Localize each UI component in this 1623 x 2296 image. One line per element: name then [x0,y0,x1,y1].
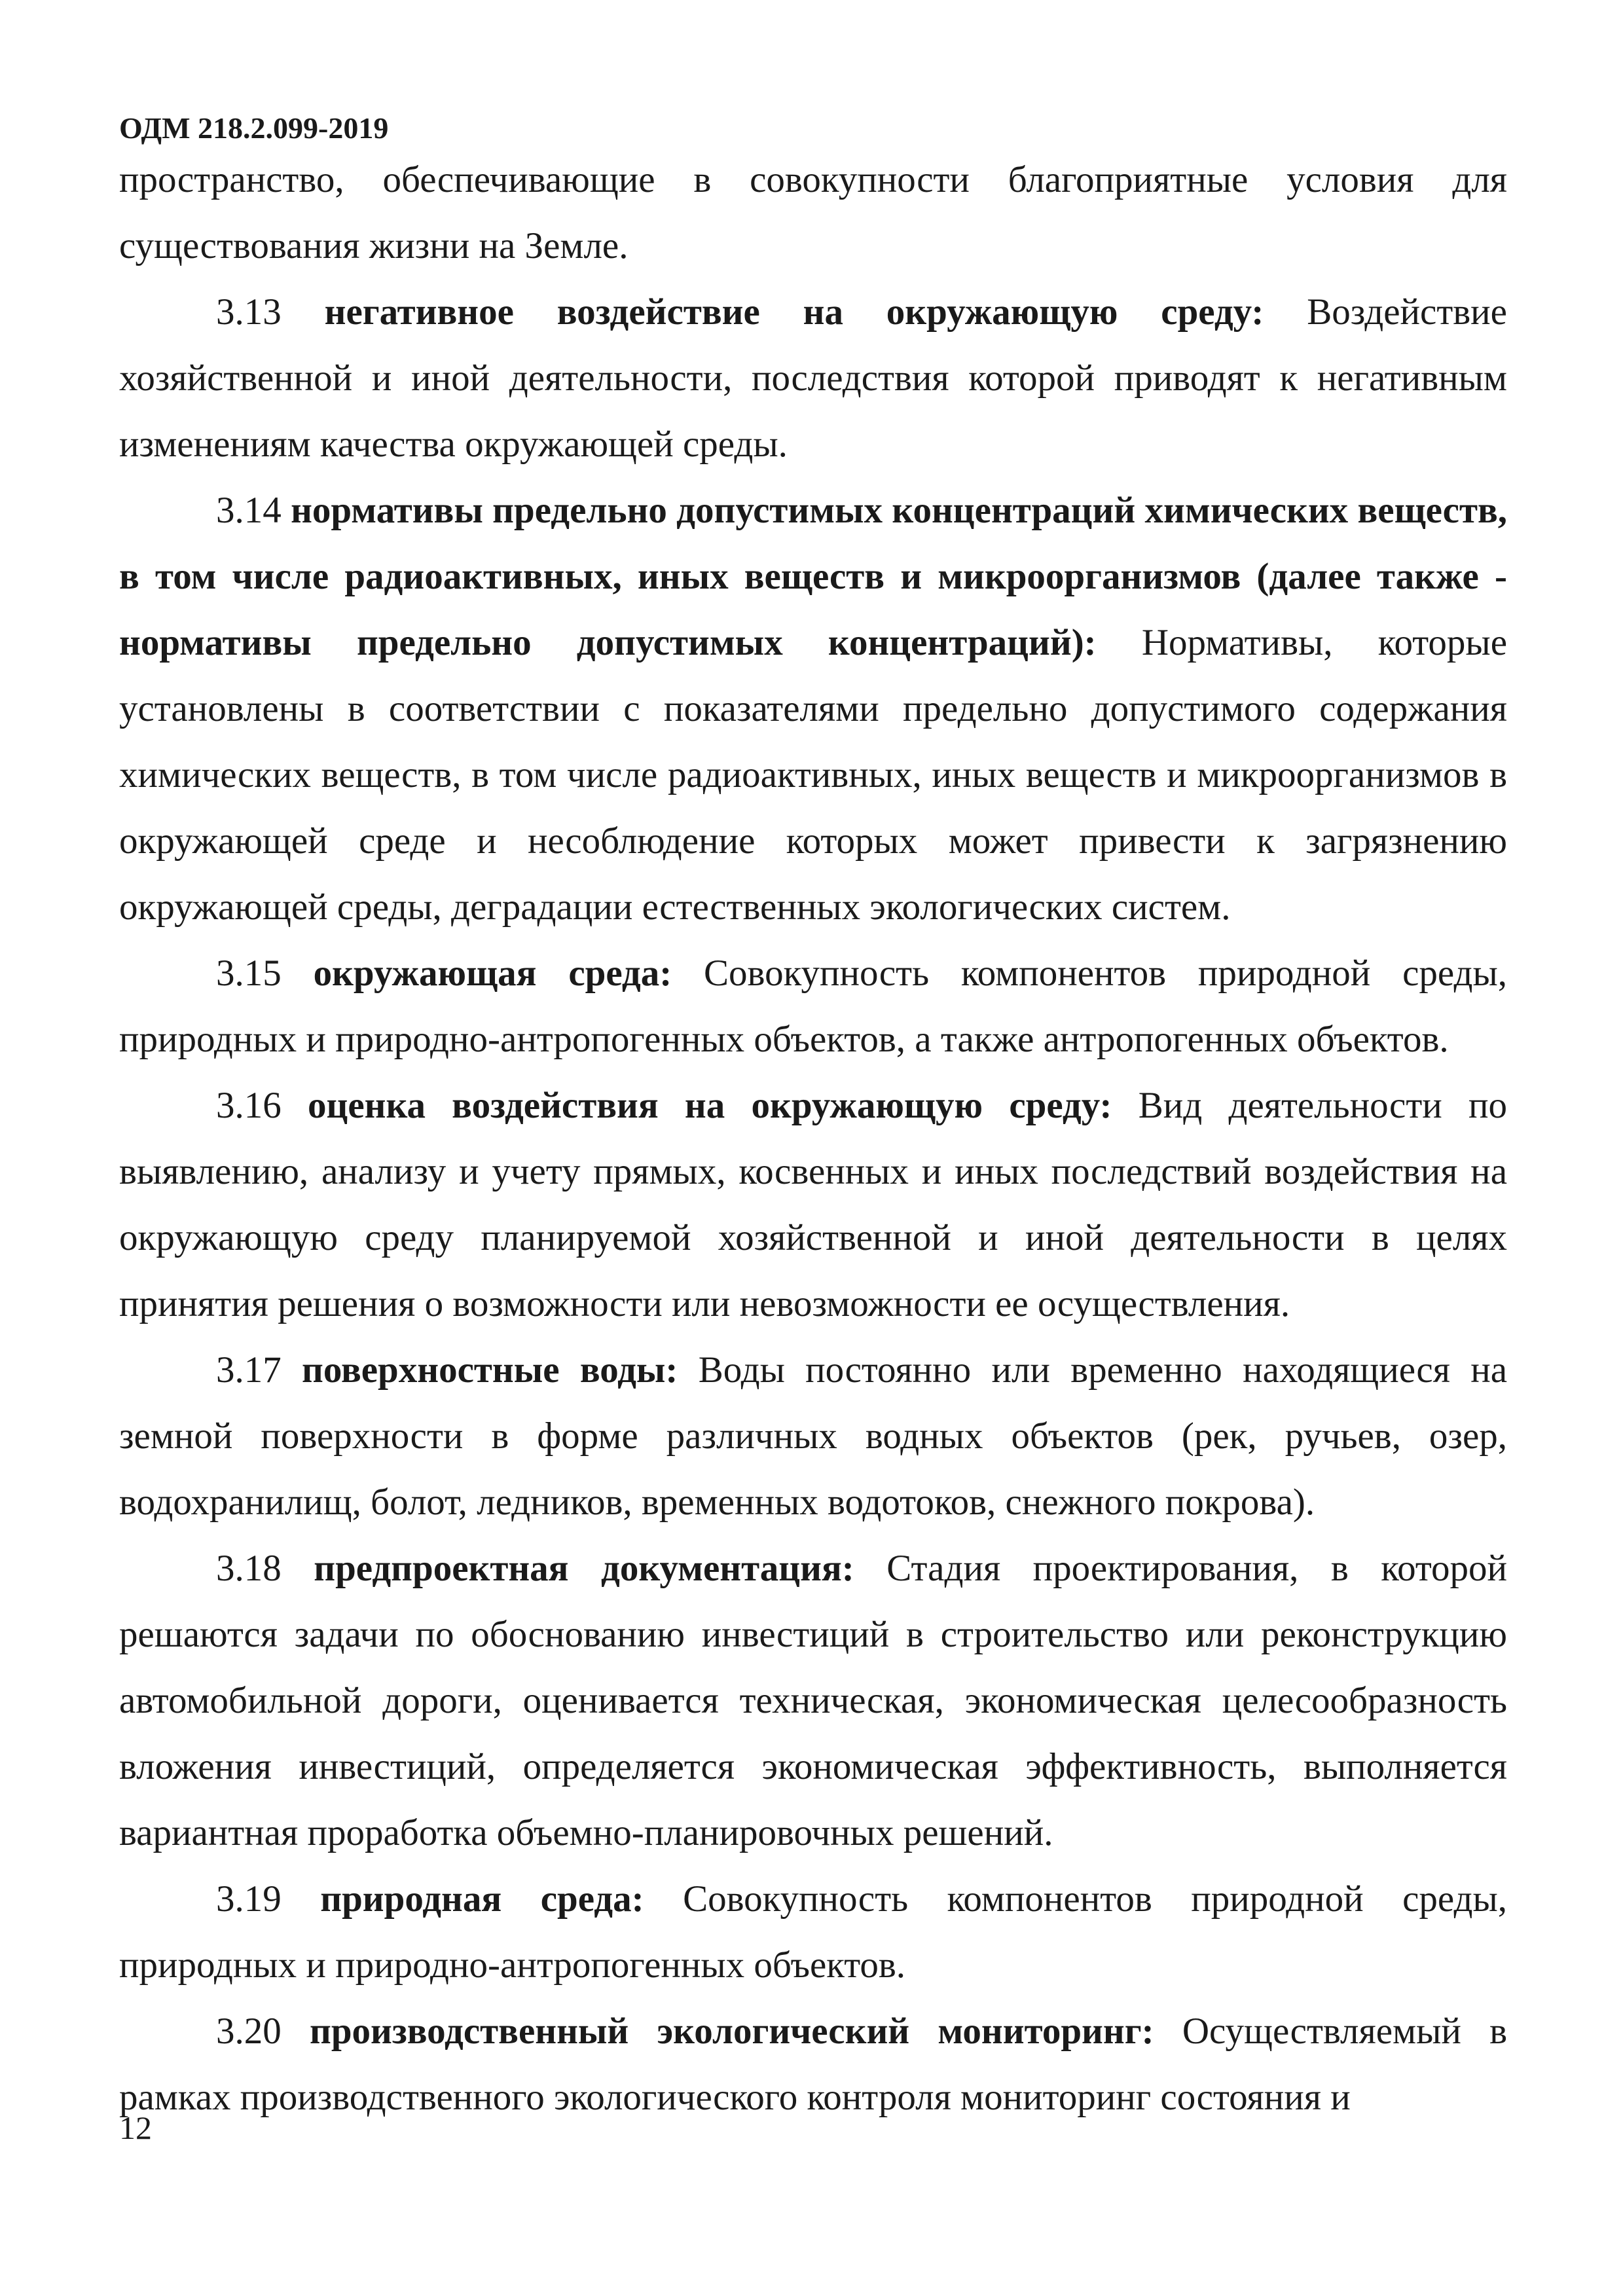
definition-3-18 [119,1535,1507,1866]
document-code: ОДМ 218.2.099-2019 [119,111,389,145]
definition-number: 3.16 [216,1085,282,1126]
definition-number: 3.14 [216,490,282,531]
text-column [119,147,1507,2130]
definition-text: Осуществляемый в рамках производственного экологического контроля мониторинг состояния и [119,2011,1508,2118]
definition-3-15 [119,940,1507,1072]
definition-term: поверхностные воды: [302,1349,678,1391]
definition-number: 3.15 [216,953,282,994]
definition-term: предпроектная документация: [314,1548,854,1589]
definition-term: негативное воздействие на окружающую среду: [324,291,1264,333]
definition-number: 3.19 [216,1878,282,1920]
definition-3-20 [119,1998,1507,2130]
definition-3-19 [119,1866,1507,1998]
definition-3-16 [119,1072,1507,1337]
definition-term: нормативы предельно допустимых концентраций химических веществ, в том числе радиоактивных, иных веществ и микроорганизмов (далее также - нормативы предельно допустимых концентраций): [119,490,1508,663]
definition-number: 3.20 [216,2011,282,2052]
definition-text: Воды постоянно или временно находящиеся на земной поверхности в форме различных водных объектов (рек, ручьев, озер, водохранилищ, болот, ледников, временных водотоков, снежного покрова). [119,1349,1508,1523]
definition-term: окружающая среда: [313,953,672,994]
definition-number: 3.13 [216,291,282,333]
page-number: 12 [119,2109,152,2146]
definition-number: 3.17 [216,1349,282,1391]
intro-paragraph: пространство, обеспечивающие в совокупности благоприятные условия для существования жизни на Земле. [119,159,1507,266]
definition-number: 3.18 [216,1548,282,1589]
definition-term: оценка воздействия на окружающую среду: [307,1085,1112,1126]
definition-3-14 [119,477,1507,940]
definition-3-17 [119,1337,1507,1535]
definition-text: Совокупность компонентов природной среды, природных и природно-антропогенных объектов, а также антропогенных объектов. [119,953,1508,1060]
definition-term: природная среда: [320,1878,644,1920]
definition-3-13 [119,279,1507,477]
definition-text: Совокупность компонентов природной среды, природных и природно-антропогенных объектов. [119,1878,1508,1986]
definition-text: Стадия проектирования, в которой решаются задачи по обоснованию инвестиций в строительство или реконструкцию автомобильной дороги, оценивается техническая, экономическая целесообразность вложения инвестиций, определяется экономическая эффективность, выполняется вариантная проработка объемно-планировочных решений. [119,1548,1508,1853]
definition-text: Вид деятельности по выявлению, анализу и учету прямых, косвенных и иных последствий воздействия на окружающую среду планируемой хозяйственной и иной деятельности в целях принятия решения о возможности или невозможности ее осуществления. [119,1085,1507,1324]
definition-term: производственный экологический мониторинг: [309,2011,1154,2052]
definition-text: Нормативы, которые установлены в соответствии с показателями предельно допустимого содержания химических веществ, в том числе радиоактивных, иных веществ и микроорганизмов в окружающей среде и несоблюдение которых может привести к загрязнению окружающей среды, деградации естественных экологических систем. [119,622,1507,928]
definition-text: Воздействие хозяйственной и иной деятельности, последствия которой приводят к негативным изменениям качества окружающей среды. [119,291,1507,465]
